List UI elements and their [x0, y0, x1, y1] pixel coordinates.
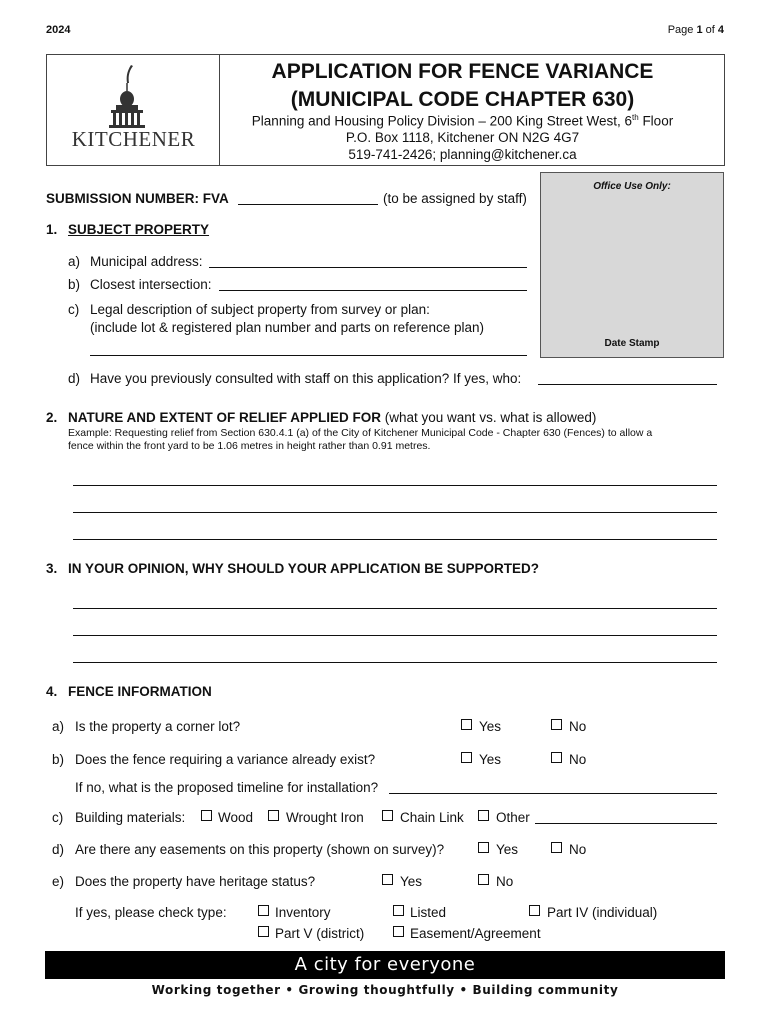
heritage-easement-checkbox[interactable] — [393, 926, 404, 937]
section2-example-line1: Example: Requesting relief from Section 630.4.1 (a) of the City of Kitchener Municipal Code - Chapter 630 (Fences) to allow a — [68, 427, 653, 439]
s4-d-letter: d) — [52, 842, 65, 857]
material-wood-label: Wood — [218, 810, 254, 825]
material-other-checkbox[interactable] — [478, 810, 489, 821]
kitchener-logo — [47, 55, 220, 165]
city-hall-icon — [97, 61, 157, 129]
heritage-yes-label: Yes — [400, 874, 423, 889]
section4-number: 4. — [46, 684, 58, 699]
s1-b-letter: b) — [68, 277, 81, 292]
date-stamp-label: Date Stamp — [604, 338, 660, 349]
corner-lot-yes-label: Yes — [479, 719, 502, 734]
heritage-no-label: No — [496, 874, 514, 889]
heritage-part5-label: Part V (district) — [275, 926, 365, 941]
heritage-inventory-checkbox[interactable] — [258, 905, 269, 916]
material-chain-label: Chain Link — [400, 810, 464, 825]
po-box: P.O. Box 1118, Kitchener ON N2G 4G7 — [345, 130, 580, 145]
s1-a-letter: a) — [68, 254, 81, 269]
material-iron-checkbox[interactable] — [268, 810, 279, 821]
heritage-easement-label: Easement/Agreement — [410, 926, 541, 941]
section4-title: FENCE INFORMATION — [68, 684, 212, 699]
heritage-part4-checkbox[interactable] — [529, 905, 540, 916]
heritage-part4-label: Part IV (individual) — [547, 905, 658, 920]
s4-a-letter: a) — [52, 719, 65, 734]
heritage-listed-label: Listed — [410, 905, 447, 920]
fence-exists-yes-checkbox[interactable] — [461, 752, 472, 763]
fence-exists-no-checkbox[interactable] — [551, 752, 562, 763]
contact-info: 519-741-2426; planning@kitchener.ca — [348, 147, 577, 162]
section1-number: 1. — [46, 222, 58, 237]
material-wood-checkbox[interactable] — [201, 810, 212, 821]
heritage-part5-checkbox[interactable] — [258, 926, 269, 937]
legal-description-field[interactable] — [90, 342, 527, 356]
municipal-address-label: Municipal address: — [90, 254, 203, 269]
form-title: APPLICATION FOR FENCE VARIANCE — [271, 60, 654, 83]
form-subtitle: (MUNICIPAL CODE CHAPTER 630) — [290, 88, 635, 111]
corner-lot-label: Is the property a corner lot? — [75, 719, 241, 734]
fence-exists-label: Does the fence requiring a variance already exist? — [75, 752, 376, 767]
easements-yes-checkbox[interactable] — [478, 842, 489, 853]
s1-d-letter: d) — [68, 371, 81, 386]
form-year: 2024 — [46, 24, 71, 36]
support-field-1[interactable] — [73, 595, 717, 609]
s4-e-letter: e) — [52, 874, 65, 889]
page-indicator: Page 1 of 4 — [667, 24, 724, 36]
closest-intersection-label: Closest intersection: — [90, 277, 212, 292]
installation-timeline-field[interactable] — [389, 780, 717, 794]
material-chain-checkbox[interactable] — [382, 810, 393, 821]
fence-exists-no-label: No — [569, 752, 587, 767]
relief-field-3[interactable] — [73, 526, 717, 540]
division-address: Planning and Housing Policy Division – 200 King Street West, 6th Floor — [251, 113, 674, 129]
closest-intersection-field[interactable] — [219, 277, 527, 291]
s4-b-letter: b) — [52, 752, 65, 767]
relief-field-1[interactable] — [73, 472, 717, 486]
consulted-staff-label: Have you previously consulted with staff on this application? If yes, who: — [90, 371, 522, 386]
heritage-inventory-label: Inventory — [275, 905, 331, 920]
section2-number: 2. — [46, 410, 58, 425]
fence-exists-yes-label: Yes — [479, 752, 502, 767]
consulted-staff-field[interactable] — [538, 371, 717, 385]
support-field-3[interactable] — [73, 649, 717, 663]
corner-lot-no-checkbox[interactable] — [551, 719, 562, 730]
office-use-box — [540, 172, 724, 358]
legal-description-label: Legal description of subject property from survey or plan: — [90, 302, 430, 317]
municipal-address-field[interactable] — [209, 254, 527, 268]
section1-title: SUBJECT PROPERTY — [68, 222, 210, 237]
section2-title: NATURE AND EXTENT OF RELIEF APPLIED FOR (what you want vs. what is allowed) — [68, 410, 597, 425]
office-use-title: Office Use Only: — [593, 181, 671, 192]
heritage-yes-checkbox[interactable] — [382, 874, 393, 885]
easements-label: Are there any easements on this property (shown on survey)? — [75, 842, 445, 857]
s4-c-letter: c) — [52, 810, 64, 825]
legal-description-hint: (include lot & registered plan number and parts on reference plan) — [90, 320, 484, 335]
section3-number: 3. — [46, 561, 58, 576]
heritage-listed-checkbox[interactable] — [393, 905, 404, 916]
support-field-2[interactable] — [73, 622, 717, 636]
easements-no-label: No — [569, 842, 587, 857]
corner-lot-no-label: No — [569, 719, 587, 734]
s1-c-letter: c) — [68, 302, 80, 317]
heritage-type-label: If yes, please check type: — [75, 905, 227, 920]
submission-number-field[interactable] — [238, 191, 378, 205]
material-other-field[interactable] — [535, 810, 717, 824]
section3-title: IN YOUR OPINION, WHY SHOULD YOUR APPLICATION BE SUPPORTED? — [68, 561, 540, 576]
easements-no-checkbox[interactable] — [551, 842, 562, 853]
corner-lot-yes-checkbox[interactable] — [461, 719, 472, 730]
footer-banner: A city for everyone — [45, 951, 725, 979]
footer-tagline: Working together • Growing thoughtfully • Building community — [151, 983, 619, 997]
logo-text: KITCHENER — [71, 127, 196, 151]
relief-field-2[interactable] — [73, 499, 717, 513]
material-iron-label: Wrought Iron — [286, 810, 364, 825]
heritage-status-label: Does the property have heritage status? — [75, 874, 316, 889]
submission-note: (to be assigned by staff) — [383, 191, 527, 206]
heritage-no-checkbox[interactable] — [478, 874, 489, 885]
easements-yes-label: Yes — [496, 842, 519, 857]
section2-example-line2: fence within the front yard to be 1.06 metres in height rather than 0.91 metres. — [68, 440, 431, 452]
material-other-label: Other — [496, 810, 530, 825]
building-materials-label: Building materials: — [75, 810, 186, 825]
submission-label: SUBMISSION NUMBER: FVA — [46, 191, 229, 206]
installation-timeline-label: If no, what is the proposed timeline for installation? — [75, 780, 379, 795]
